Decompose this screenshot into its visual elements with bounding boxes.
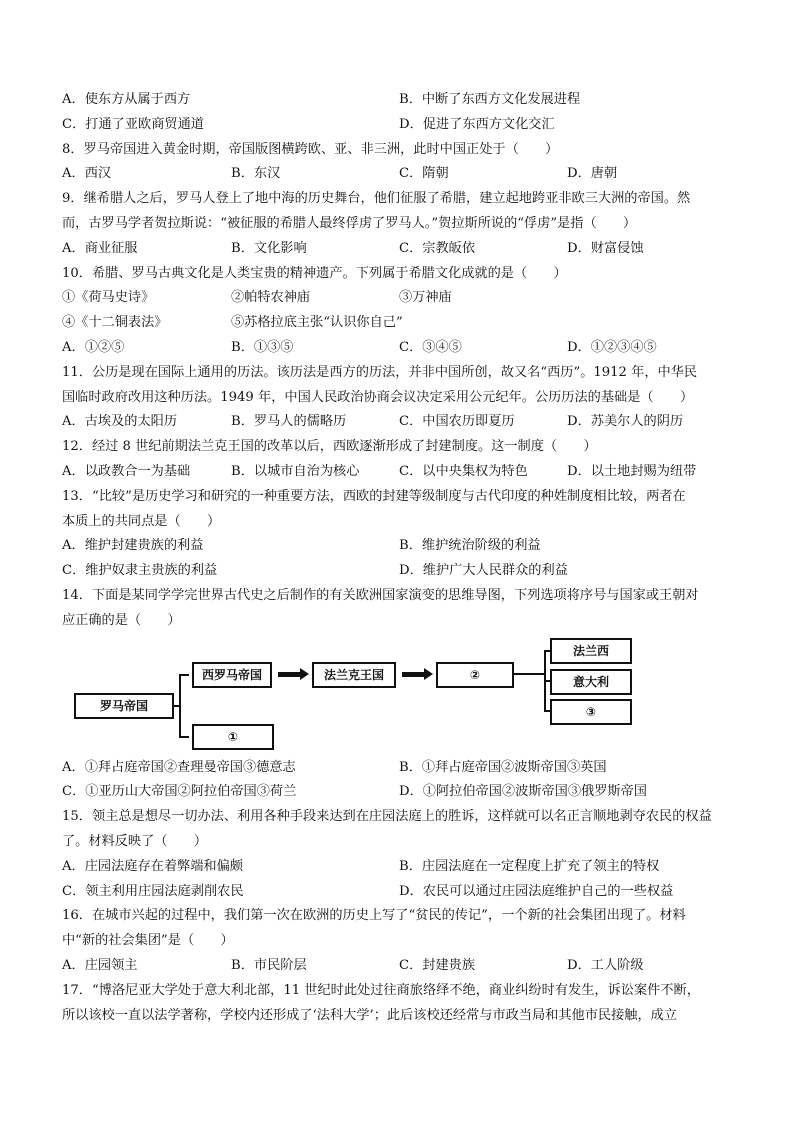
q9-option-b[interactable]: B．文化影响 <box>231 240 307 256</box>
bracket-top <box>179 674 189 676</box>
q8-options <box>62 162 742 187</box>
q10-item-2: ②帕特农神庙 <box>231 290 311 306</box>
connector-2 <box>514 673 546 675</box>
q10-option-d[interactable]: D．①②③④⑤ <box>567 339 657 355</box>
q14-option-d[interactable]: D．①阿拉伯帝国②波斯帝国③俄罗斯帝国 <box>399 784 647 800</box>
q15-stem-line1: 15．领主总是想尽一切办法、利用各种手段来达到在庄园法庭上的胜诉，这样就可以名正言顺地剥夺农民的权益 <box>62 809 712 825</box>
arrow-head-2 <box>424 668 433 680</box>
arrow-head-1 <box>300 668 309 680</box>
bracket-bottom <box>179 736 189 738</box>
q7-option-b[interactable]: B．中断了东西方文化发展进程 <box>399 92 581 107</box>
q7-option-a[interactable]: A．使东方从属于西方 <box>62 92 191 107</box>
q16-option-a[interactable]: A．庄园领主 <box>62 957 138 973</box>
q11-stem-line2: 国临时政府改用这种历法。1949 年，中国人民政治协商会议决定采用公元纪年。公历历法的基础是（ ） <box>62 389 694 405</box>
q15-option-a[interactable]: A．庄园法庭存在着弊端和偏颇 <box>62 858 243 874</box>
node-3: ③ <box>550 699 632 725</box>
q11-option-c[interactable]: C．中国农历即夏历 <box>399 414 515 430</box>
q10-items-row1 <box>62 286 742 311</box>
q7-option-c[interactable]: C．打通了亚欧商贸通道 <box>62 116 204 132</box>
q16-stem-line1: 16．在城市兴起的过程中，我们第一次在欧洲的历史上写了“贫民的传记”，一个新的社会集团出现了。材料 <box>62 908 686 924</box>
q16-option-c[interactable]: C．封建贵族 <box>399 957 476 973</box>
q14-option-c[interactable]: C．①亚历山大帝国②阿拉伯帝国③荷兰 <box>62 784 297 800</box>
q11-option-d[interactable]: D．苏美尔人的阴历 <box>567 414 684 430</box>
q9-option-c[interactable]: C．宗教皈依 <box>399 240 476 256</box>
node-italy: 意大利 <box>550 669 632 695</box>
q10-option-c[interactable]: C．③④⑤ <box>399 339 462 355</box>
node-west-roman-empire: 西罗马帝国 <box>192 662 272 688</box>
q16-option-b[interactable]: B．市民阶层 <box>231 957 307 973</box>
node-france: 法兰西 <box>550 638 632 664</box>
q15-option-b[interactable]: B．庄园法庭在一定程度上扩充了领主的特权 <box>399 858 660 874</box>
q9-option-d[interactable]: D．财富侵蚀 <box>567 240 644 256</box>
q14-options-row2 <box>62 780 742 805</box>
q12-stem: 12．经过 8 世纪前期法兰克王国的改革以后，西欧逐渐形成了封建制度。这一制度（ ） <box>62 439 597 455</box>
q13-option-c[interactable]: C．维护奴隶主贵族的利益 <box>62 563 218 579</box>
q12-options <box>62 460 742 485</box>
q13-option-d[interactable]: D．维护广大人民群众的利益 <box>399 563 568 579</box>
q13-options-row1 <box>62 534 742 559</box>
q16-stem-line2: 中“新的社会集团”是（ ） <box>62 933 234 949</box>
node-frankish-kingdom: 法兰克王国 <box>312 662 396 688</box>
q14-stem-line2: 应正确的是（ ） <box>62 612 181 628</box>
q16-option-d[interactable]: D．工人阶级 <box>567 957 644 973</box>
q15-options-row1 <box>62 855 742 880</box>
q8-option-c[interactable]: C．隋朝 <box>399 166 449 182</box>
q10-item-1: ①《荷马史诗》 <box>62 290 155 306</box>
q11-option-a[interactable]: A．古埃及的太阳历 <box>62 414 178 430</box>
q15-stem-line2: 了。材料反映了（ ） <box>62 833 208 849</box>
q8-option-d[interactable]: D．唐朝 <box>567 166 618 182</box>
q15-options-row2 <box>62 880 742 905</box>
q9-option-a[interactable]: A．商业征服 <box>62 240 138 256</box>
q9-stem-line2: 而，古罗马学者贺拉斯说：“被征服的希腊人最终俘虏了罗马人。”贺拉斯所说的“俘虏”是指（ ） <box>62 215 637 231</box>
q10-option-a[interactable]: A．①②⑤ <box>62 339 125 355</box>
q7-options-row2 <box>62 113 742 138</box>
q13-option-a[interactable]: A．维护封建贵族的利益 <box>62 538 204 554</box>
q8-option-b[interactable]: B．东汉 <box>231 166 281 182</box>
q8-stem: 8．罗马帝国进入黄金时期，帝国版图横跨欧、亚、非三洲，此时中国正处于（ ） <box>62 141 559 157</box>
q13-options-row2 <box>62 559 742 584</box>
q16-options <box>62 954 742 979</box>
mind-map-diagram <box>62 638 742 756</box>
exam-page <box>62 88 742 1028</box>
q12-option-a[interactable]: A．以政教合一为基础 <box>62 463 191 479</box>
q10-items-row2 <box>62 311 742 336</box>
q17-stem-line1: 17．“博洛尼亚大学处于意大利北部，11 世纪时此处过往商旅络绎不绝，商业纠纷时有发生，诉讼案件不断， <box>62 982 700 998</box>
q12-option-b[interactable]: B．以城市自治为核心 <box>231 463 360 479</box>
q7-option-d[interactable]: D．促进了东西方文化交汇 <box>399 116 555 132</box>
node-roman-empire: 罗马帝国 <box>74 693 174 719</box>
q12-option-c[interactable]: C．以中央集权为特色 <box>399 463 528 479</box>
bracket-vertical <box>179 674 181 738</box>
q14-options-row1 <box>62 756 742 781</box>
q8-option-a[interactable]: A．西汉 <box>62 166 112 182</box>
q12-option-d[interactable]: D．以土地封赐为纽带 <box>567 463 697 479</box>
q10-item-4: ④《十二铜表法》 <box>62 315 168 331</box>
q10-stem: 10．希腊、罗马古典文化是人类宝贵的精神遗产。下列属于希腊文化成就的是（ ） <box>62 265 567 281</box>
q9-stem-line1: 9．继希腊人之后，罗马人登上了地中海的历史舞台，他们征服了希腊，建立起地跨亚非欧三大洲的帝国。然 <box>62 191 691 207</box>
arrow-shaft-1 <box>278 672 302 677</box>
q10-option-b[interactable]: B．①③⑤ <box>231 339 294 355</box>
q13-stem-line1: 13．“比较”是历史学习和研究的一种重要方法，西欧的封建等级制度与古代印度的种姓制度相比较，两者在 <box>62 488 686 504</box>
q14-stem-line1: 14．下面是某同学学完世界古代史之后制作的有关欧洲国家演变的思维导图，下列选项将序号与国家或王朝对 <box>62 587 699 603</box>
q13-stem-line2: 本质上的共同点是（ ） <box>62 513 221 529</box>
arrow-shaft-2 <box>402 672 426 677</box>
q11-stem-line1: 11．公历是现在国际上通用的历法。该历法是西方的历法，并非中国所创，故又名“西历”。1912 年，中华民 <box>62 364 698 380</box>
q9-options <box>62 237 742 262</box>
q11-option-b[interactable]: B．罗马人的儒略历 <box>231 414 347 430</box>
q10-item-3: ③万神庙 <box>399 290 452 306</box>
node-2: ② <box>436 662 514 688</box>
q17-stem-line2: 所以该校一直以法学著称，学校内还形成了‘法科大学’；此后该校还经常与市政当局和其他市民接触，成立 <box>62 1007 678 1023</box>
q10-item-5: ⑤苏格拉底主张“认识你自己” <box>231 315 403 331</box>
q10-options <box>62 336 742 361</box>
q11-options <box>62 410 742 435</box>
q15-option-d[interactable]: D．农民可以通过庄园法庭维护自己的一些权益 <box>399 883 674 899</box>
q14-option-a[interactable]: A．①拜占庭帝国②查理曼帝国③德意志 <box>62 759 296 775</box>
q7-options-row1 <box>62 88 742 113</box>
q14-option-b[interactable]: B．①拜占庭帝国②波斯帝国③英国 <box>399 759 607 775</box>
node-1: ① <box>192 724 274 750</box>
q15-option-c[interactable]: C．领主利用庄园法庭剥削农民 <box>62 883 244 899</box>
q13-option-b[interactable]: B．维护统治阶级的利益 <box>399 538 541 554</box>
